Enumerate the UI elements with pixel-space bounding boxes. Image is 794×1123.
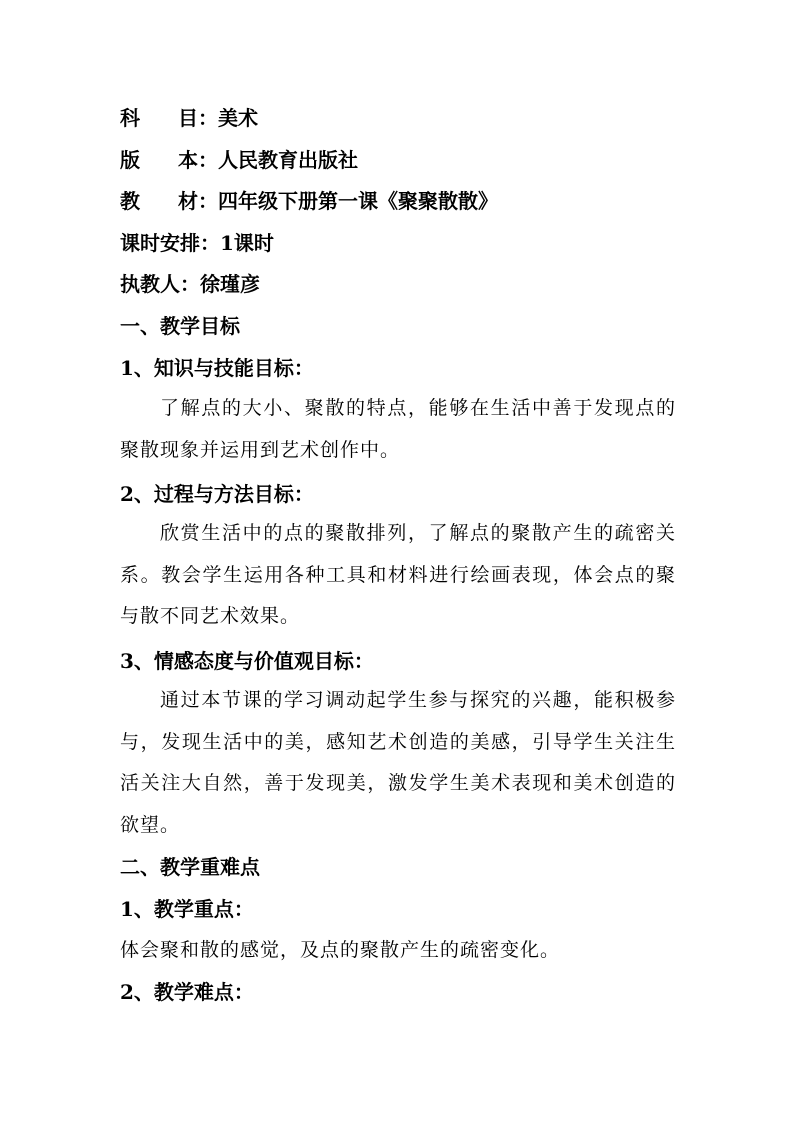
subject-value: 美术 xyxy=(218,106,258,130)
goal1-text: 了解点的大小、聚散的特点，能够在生活中善于发现点的聚散现象并运用到艺术创作中。 xyxy=(120,397,676,461)
teacher-label: 执教人： xyxy=(120,272,200,296)
material-label: 教 xyxy=(120,189,140,213)
material-line xyxy=(120,187,498,215)
key-point-text: 体会聚和散的感觉，及点的聚散产生的疏密变化。 xyxy=(120,939,561,961)
material-value: 四年级下册第一课《聚聚散散》 xyxy=(218,189,498,213)
subject-label: 科 xyxy=(120,106,140,130)
difficult-point-title: 2、教学难点： xyxy=(120,980,254,1004)
schedule-value: 1课时 xyxy=(220,231,274,255)
material-label-suffix: 材： xyxy=(178,189,218,213)
edition-label-suffix: 本： xyxy=(178,148,218,172)
goal2-text: 欣赏生活中的点的聚散排列，了解点的聚散产生的疏密关系。教会学生运用各种工具和材料进行绘画表现，体会点的聚与散不同艺术效果。 xyxy=(120,522,676,628)
teacher-value: 徐瑾彦 xyxy=(200,272,260,296)
goal3-text: 通过本节课的学习调动起学生参与探究的兴趣，能积极参与，发现生活中的美，感知艺术创造的美感，引导学生关注生活关注大自然，善于发现美，激发学生美术表现和美术创造的欲望。 xyxy=(120,689,676,836)
goal1-title: 1、知识与技能目标： xyxy=(120,356,314,380)
goal2-title: 2、过程与方法目标： xyxy=(120,482,314,506)
subject-line xyxy=(120,104,258,132)
teacher-line xyxy=(120,270,260,298)
edition-label: 版 xyxy=(120,148,140,172)
section2-title: 二、教学重难点 xyxy=(120,855,260,879)
edition-value: 人民教育出版社 xyxy=(218,148,358,172)
goal3-title: 3、情感态度与价值观目标： xyxy=(120,649,374,673)
section1-title: 一、教学目标 xyxy=(120,314,240,338)
schedule-label: 课时安排： xyxy=(120,231,220,255)
edition-line xyxy=(120,146,358,174)
key-point-title: 1、教学重点： xyxy=(120,897,254,921)
subject-label-suffix: 目： xyxy=(178,106,218,130)
schedule-line xyxy=(120,229,274,257)
